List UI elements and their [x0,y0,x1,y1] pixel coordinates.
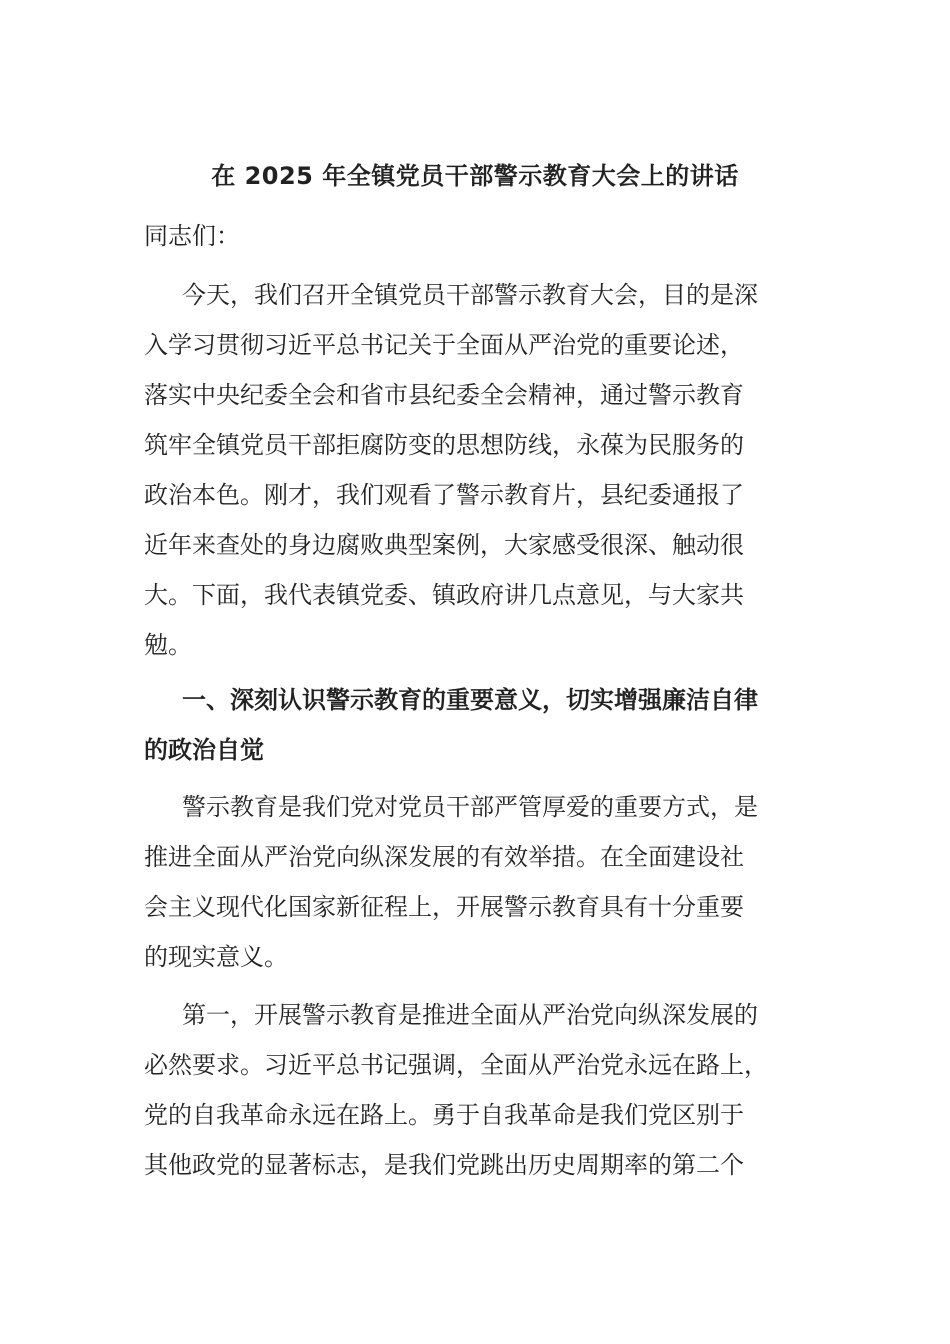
salutation: 同志们： [144,222,240,250]
paragraph-line: 近年来查处的身边腐败典型案例，大家感受很深、触动很 [144,531,744,559]
paragraph-first-point [144,990,806,1190]
paragraph-line: 大。下面，我代表镇党委、镇政府讲几点意见，与大家共 [144,581,744,609]
heading-line: 一、深刻认识警示教育的重要意义，切实增强廉洁自律 [182,686,758,714]
document-title: 在 2025 年全镇党员干部警示教育大会上的讲话 [211,162,739,190]
paragraph-intro [144,270,806,670]
section-heading [144,675,806,775]
paragraph-line: 必然要求。习近平总书记强调，全面从严治党永远在路上， [144,1051,768,1079]
paragraph-line: 党的自我革命永远在路上。勇于自我革命是我们党区别于 [144,1101,744,1129]
paragraph-significance [144,782,806,982]
paragraph-line: 筑牢全镇党员干部拒腐防变的思想防线，永葆为民服务的 [144,431,744,459]
paragraph-line: 入学习贯彻习近平总书记关于全面从严治党的重要论述， [144,331,744,359]
paragraph-line: 会主义现代化国家新征程上，开展警示教育具有十分重要 [144,893,744,921]
paragraph-line: 警示教育是我们党对党员干部严管厚爱的重要方式，是 [182,793,758,821]
paragraph-line: 第一，开展警示教育是推进全面从严治党向纵深发展的 [182,1001,758,1029]
heading-line: 的政治自觉 [144,736,264,764]
paragraph-line: 勉。 [144,631,192,659]
paragraph-line: 落实中央纪委全会和省市县纪委全会精神，通过警示教育 [144,381,744,409]
paragraph-line: 其他政党的显著标志，是我们党跳出历史周期率的第二个 [144,1151,744,1179]
paragraph-line: 推进全面从严治党向纵深发展的有效举措。在全面建设社 [144,843,744,871]
paragraph-line: 的现实意义。 [144,943,288,971]
paragraph-line: 政治本色。刚才，我们观看了警示教育片，县纪委通报了 [144,481,744,509]
paragraph-line: 今天，我们召开全镇党员干部警示教育大会，目的是深 [182,281,758,309]
